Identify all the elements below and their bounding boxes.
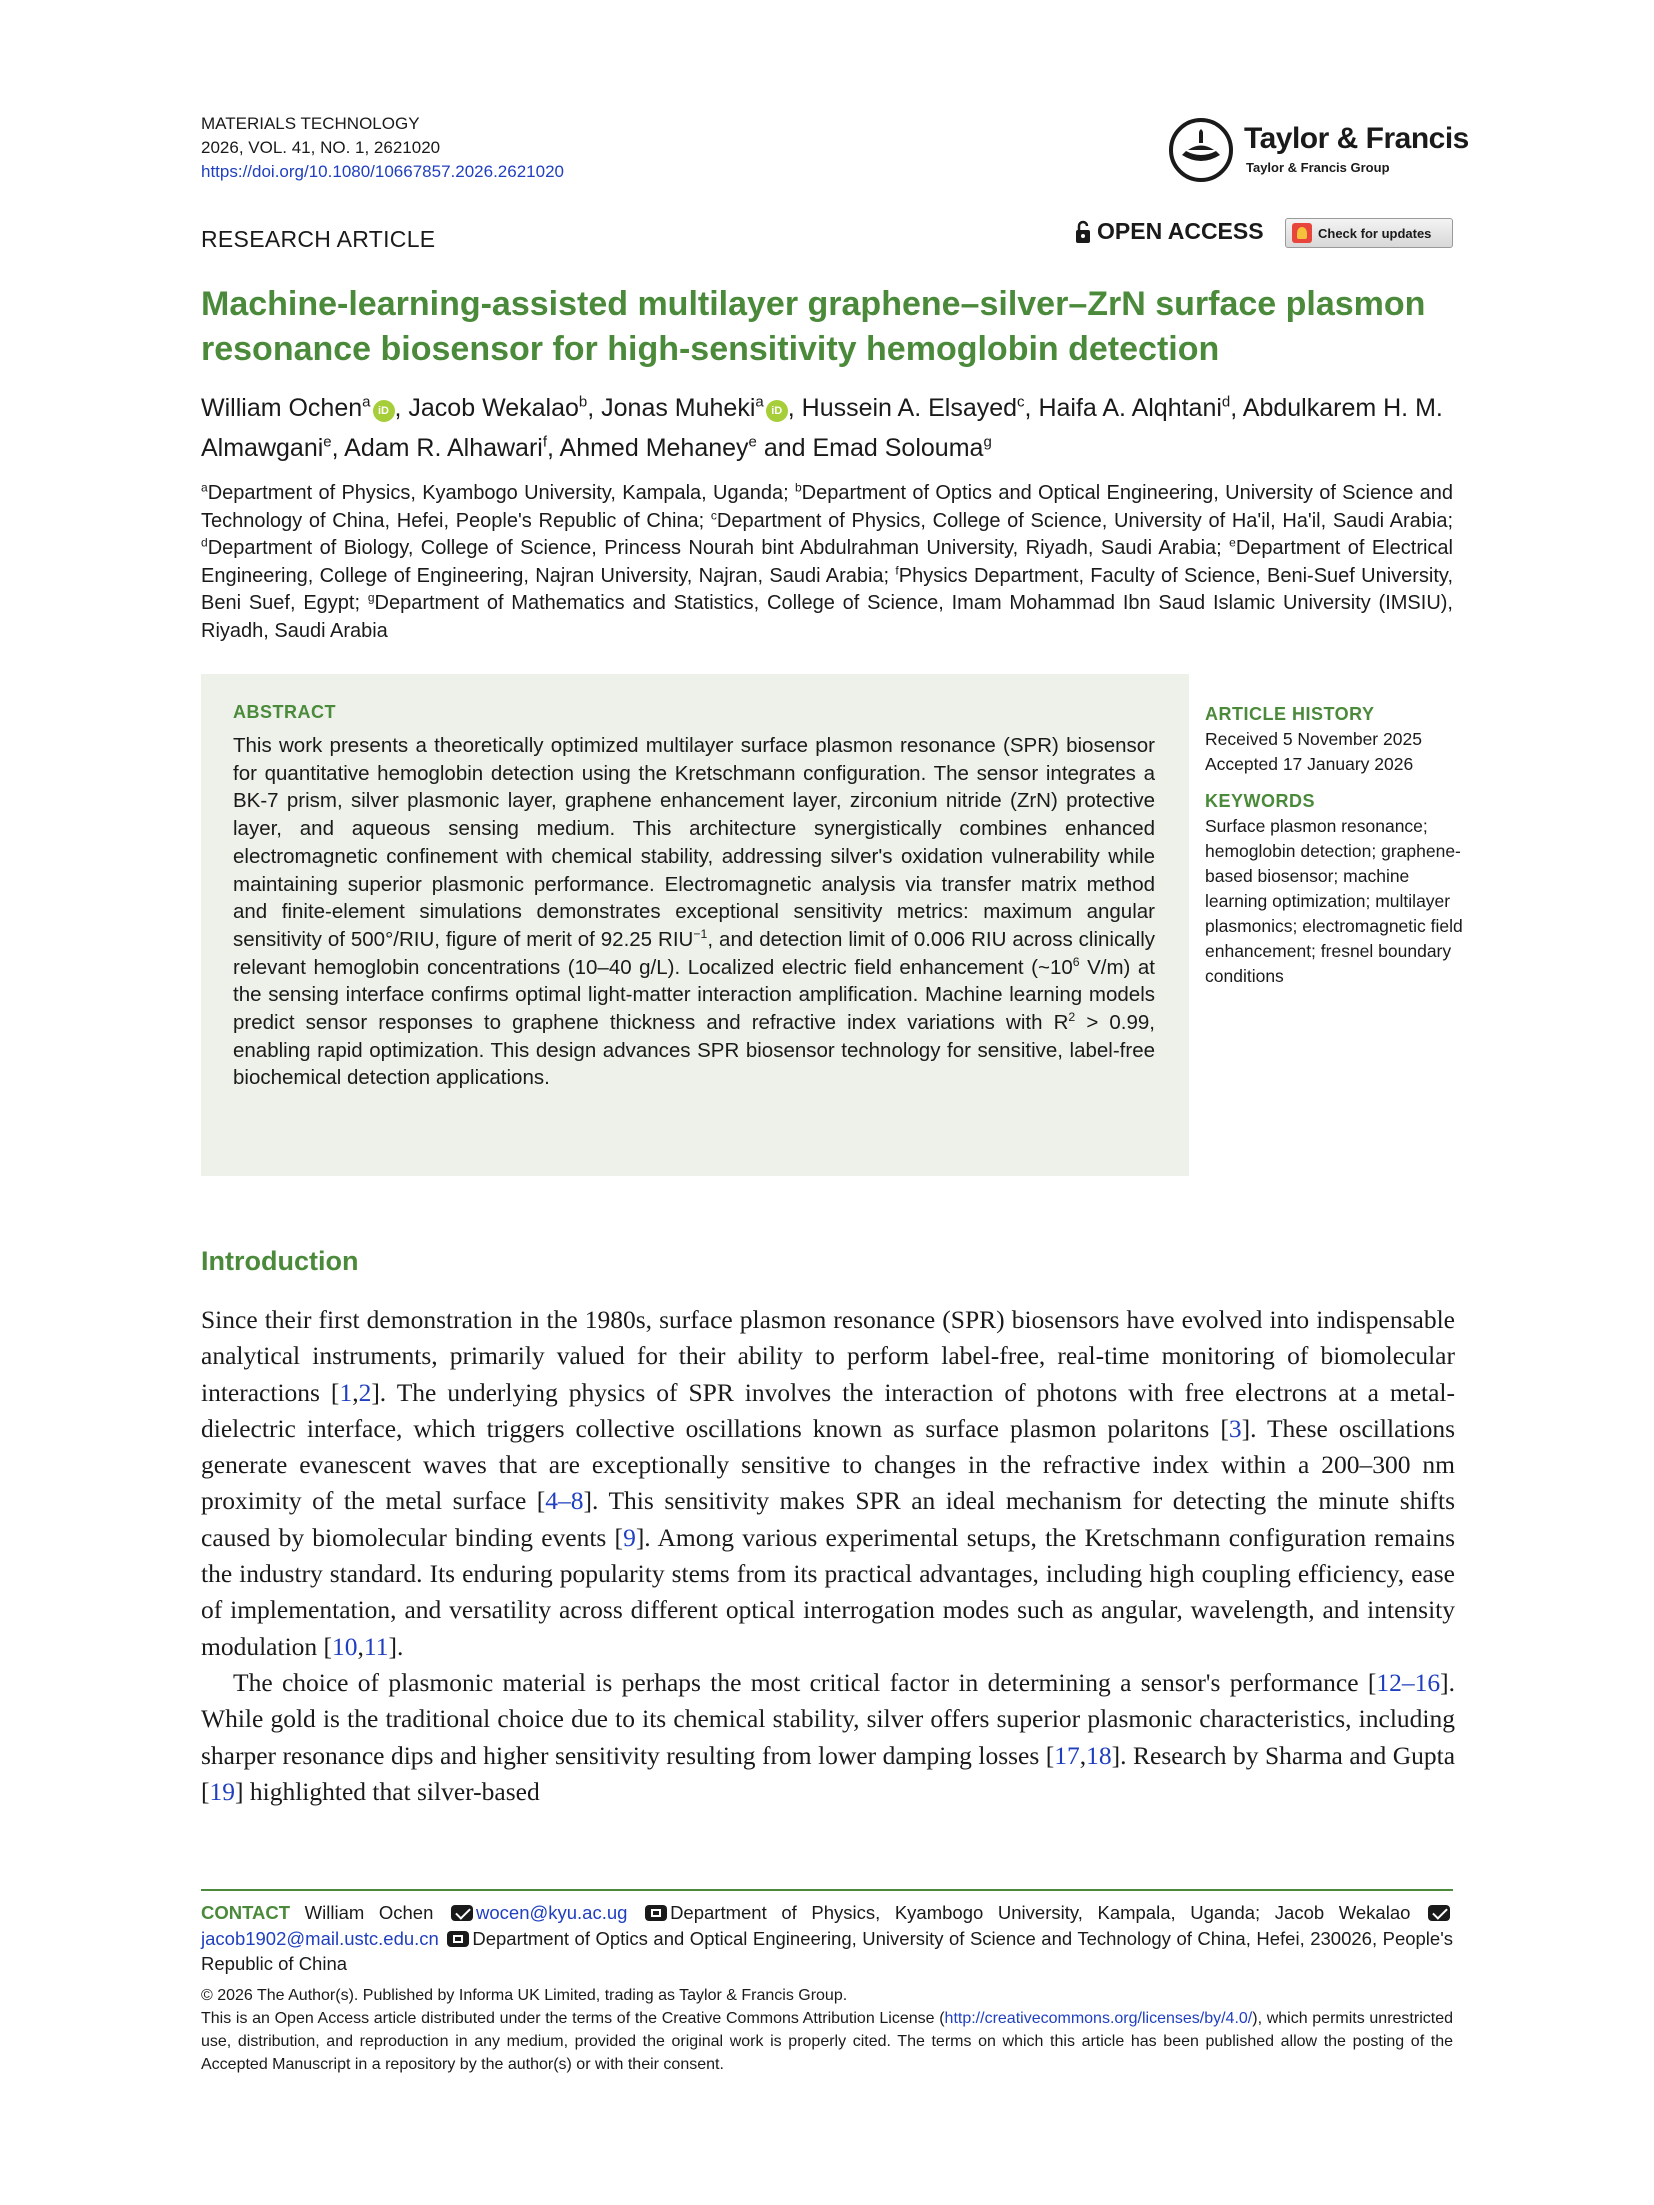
license-text: This is an Open Access article distributed under the terms of the Creative Commons Attribution License (http://creativecommons.org/licenses/by/4.0/), which permits unrestricted use, distribution, and reproduction in any medium, provided the original work is properly cited. The terms on which this article has been published allow the posting of the Accepted Manuscript in a repository by the author(s) or with their consent.	[201, 2010, 1453, 2073]
accepted-date: Accepted 17 January 2026	[1205, 754, 1414, 774]
abstract-text: This work presents a theoretically optimized multilayer surface plasmon resonance (SPR) biosensor for quantitative hemoglobin detection using the Kretschmann configuration. The sensor integrates a BK-7 prism, silver plasmonic layer, graphene enhancement layer, zirconium nitride (ZrN) protective layer, and aqueous sensing medium. This architecture synergistically combines enhanced electromagnetic confinement with chemical stability, addressing silver's oxidation vulnerability while maintaining superior plasmonic performance. Electromagnetic analysis via transfer matrix method and finite-element simulations demonstrates exceptional sensitivity metrics: maximum angular sensitivity of 500°/RIU, figure of merit of 92.25 $RIU^{-1}$, and detection limit of 0.006 RIU across clinically relevant hemoglobin concentrations (10–40 g/L). Localized electric field enhancement ($\sim 10^6$ V/m) at the sensing interface confirms optimal light-matter interaction amplification. Machine learning models predict sensor responses to graphene thickness and refractive index variations with $R^2 > 0.99$, enabling rapid optimization. This design advances SPR biosensor technology for sensitive, label-free biochemical detection applications.	[233, 734, 1155, 1090]
article-title: Machine-learning-assisted multilayer graphene–silver–ZrN surface plasmon resonance biosensor for high-sensitivity hemoglobin detection	[201, 285, 1426, 368]
author-name: Hussein A. Elsayed	[801, 394, 1018, 422]
author-affiliation-marker: c	[1017, 393, 1025, 411]
journal-info	[201, 112, 564, 184]
check-updates-label: Check for updates	[1318, 225, 1432, 241]
publisher-name: Taylor & Francis	[1244, 122, 1469, 155]
affiliation-marker: c	[710, 507, 717, 522]
keywords-text: Surface plasmon resonance; hemoglobin detection; graphene-based biosensor; machine learning optimization; multilayer plasmonics; electromagnetic field enhancement; fresnel boundary conditions	[1205, 816, 1463, 986]
contact-address-2: Department of Optics and Optical Engineering, University of Science and Technology of China, Hefei, 230026, People's Republic of China	[201, 1927, 1453, 1974]
affiliation-text: Department of Biology, College of Science, Princess Nourah bint Abdulrahman University, Riyadh, Saudi Arabia;	[207, 537, 1230, 559]
citation-link[interactable]: 3	[1228, 1413, 1242, 1443]
affiliation-marker: d	[201, 535, 208, 550]
author-name: William Ochen	[201, 394, 363, 422]
citation-link[interactable]: 17	[1054, 1740, 1080, 1770]
citation-link[interactable]: 11	[363, 1631, 389, 1661]
orcid-icon[interactable]: iD	[373, 400, 395, 422]
author-affiliation-marker: e	[748, 433, 757, 451]
contact-address-1: Department of Physics, Kyambogo University, Kampala, Uganda; Jacob Wekalao	[670, 1902, 1411, 1923]
author-name: Jonas Muheki	[601, 394, 756, 422]
institution-icon	[645, 1905, 667, 1921]
affiliation-marker: g	[367, 590, 375, 605]
doi-link[interactable]: https://doi.org/10.1080/10667857.2026.2621020	[201, 162, 564, 181]
author-affiliation-marker: a	[362, 393, 371, 411]
abstract-heading: ABSTRACT	[233, 702, 336, 722]
citation-link[interactable]: 10	[332, 1631, 358, 1661]
introduction-body	[201, 1302, 1455, 1810]
author-list: William Ochen$^a$iD , Jacob Wekalao$^b$, Jonas Muheki$^a$iD , Hussein A. Elsayed$^c$, Haifa A. Alqhtani$^d$, Abdulkarem H. M. Almawgani$^e$, Adam R. Alhawari$^f$, Ahmed Mehaney$^e$ and Emad Solouma$^g$	[201, 393, 1443, 462]
citation-link[interactable]: 19	[209, 1776, 235, 1806]
received-date: Received 5 November 2025	[1205, 729, 1422, 749]
contact-block	[201, 1900, 1453, 1977]
author-affiliation-marker: e	[323, 433, 332, 451]
author-affiliation-marker: a	[755, 393, 764, 411]
keywords-heading: KEYWORDS	[1205, 791, 1316, 811]
citation-link[interactable]: 12–16	[1376, 1667, 1441, 1697]
affiliation-text: Department of Physics, Kyambogo University, Kampala, Uganda;	[207, 482, 795, 504]
copyright-line: © 2026 The Author(s). Published by Informa UK Limited, trading as Taylor & Francis Group.	[201, 1987, 848, 2004]
contact-email-2[interactable]: jacob1902@mail.ustc.edu.cn	[201, 1927, 439, 1949]
author-affiliation-marker: d	[1221, 393, 1231, 411]
open-access-label: OPEN ACCESS	[1097, 218, 1264, 244]
contact-name: William Ochen	[304, 1902, 434, 1923]
article-history-heading: ARTICLE HISTORY	[1205, 704, 1375, 724]
institution-icon	[447, 1931, 469, 1947]
publisher-lamp-icon	[1168, 117, 1234, 183]
license-block	[201, 1984, 1453, 2076]
publisher-logo[interactable]	[1168, 112, 1468, 192]
license-link[interactable]: http://creativecommons.org/licenses/by/4.0/	[944, 2010, 1253, 2027]
affiliation-text: Department of Electrical Engineering, College of Engineering, Najran University, Najran, Saudi Arabia;	[201, 537, 1453, 587]
author-name: Haifa A. Alqhtani	[1038, 394, 1222, 422]
author-affiliation-marker: g	[983, 433, 992, 451]
affiliation-text: Department of Mathematics and Statistics, College of Science, Imam Mohammad Ibn Saud Islamic University (IMSIU), Riyadh, Saudi Arabia	[201, 592, 1453, 642]
article-sidebar	[1205, 702, 1465, 989]
introduction-paragraph-2: The choice of plasmonic material is perhaps the most critical factor in determining a sensor's performance [12–16]. While gold is the traditional choice due to its chemical stability, silver offers superior plasmonic characteristics, including sharper resonance dips and higher sensitivity resulting from lower damping losses [17,18]. Research by Sharma and Gupta [19] highlighted that silver-based	[201, 1667, 1456, 1806]
journal-name: MATERIALS TECHNOLOGY	[201, 114, 420, 133]
citation-link[interactable]: 4–8	[545, 1486, 584, 1516]
check-for-updates-button[interactable]	[1285, 218, 1453, 248]
open-lock-icon	[1075, 220, 1091, 244]
affiliation-marker: a	[201, 480, 208, 495]
crossmark-icon	[1292, 223, 1312, 243]
email-icon	[451, 1905, 473, 1921]
journal-volume: 2026, VOL. 41, NO. 1, 2621020	[201, 138, 441, 157]
affiliation-marker: f	[895, 562, 899, 577]
affiliations	[201, 480, 1453, 645]
introduction-heading: Introduction	[201, 1246, 359, 1276]
article-type: RESEARCH ARTICLE	[201, 226, 436, 252]
affiliation-text: Department of Physics, College of Science, University of Ha'il, Ha'il, Saudi Arabia;	[716, 509, 1454, 532]
contact-heading: CONTACT	[201, 1902, 291, 1923]
citation-link[interactable]: 1	[339, 1377, 353, 1407]
citation-link[interactable]: 2	[358, 1377, 372, 1407]
introduction-paragraph-1: Since their first demonstration in the 1980s, surface plasmon resonance (SPR) biosensors have evolved into indispensable analytical instruments, primarily valued for their ability to perform label-free, real-time monitoring of biomolecular interactions [1,2]. The underlying physics of SPR involves the interaction of photons with free electrons at a metal-dielectric interface, which triggers collective oscillations known as surface plasmon polaritons [3]. These oscillations generate evanescent waves that are exceptionally sensitive to changes in the refractive index within a 200–300 nm proximity of the metal surface [4–8]. This sensitivity makes SPR an ideal mechanism for detecting the minute shifts caused by biomolecular binding events [9]. Among various experimental setups, the Kretschmann configuration remains the industry standard. Its enduring popularity stems from its practical advantages, including high coupling efficiency, ease of implementation, and versatility across different optical interrogation modes such as angular, wavelength, and intensity modulation [10,11].	[201, 1305, 1456, 1661]
publisher-group: Taylor & Francis Group	[1246, 160, 1390, 175]
author-name: Jacob Wekalao	[408, 394, 579, 422]
citation-link[interactable]: 18	[1086, 1740, 1112, 1770]
orcid-icon[interactable]: iD	[766, 400, 788, 422]
affiliation-marker: b	[794, 480, 802, 495]
affiliation-text: Physics Department, Faculty of Science, Beni-Suef University, Beni Suef, Egypt;	[201, 564, 1453, 614]
contact-email-1[interactable]: wocen@kyu.ac.ug	[476, 1902, 628, 1923]
affiliation-marker: e	[1229, 535, 1236, 550]
email-icon	[1428, 1905, 1450, 1921]
author-name: Abdulkarem H. M. Almawgani	[201, 394, 1443, 462]
affiliation-text: Department of Optics and Optical Engineering, University of Science and Technology of China, Hefei, People's Republic of China;	[201, 482, 1453, 532]
author-affiliation-marker: f	[542, 433, 548, 451]
open-access-badge	[1075, 218, 1264, 245]
author-name: Adam R. Alhawari	[344, 434, 543, 462]
author-affiliation-marker: b	[578, 393, 588, 411]
footer-divider	[201, 1889, 1453, 1891]
author-name: Ahmed Mehaney	[559, 434, 749, 462]
citation-link[interactable]: 9	[623, 1522, 636, 1552]
author-name: Emad Solouma	[812, 434, 984, 462]
